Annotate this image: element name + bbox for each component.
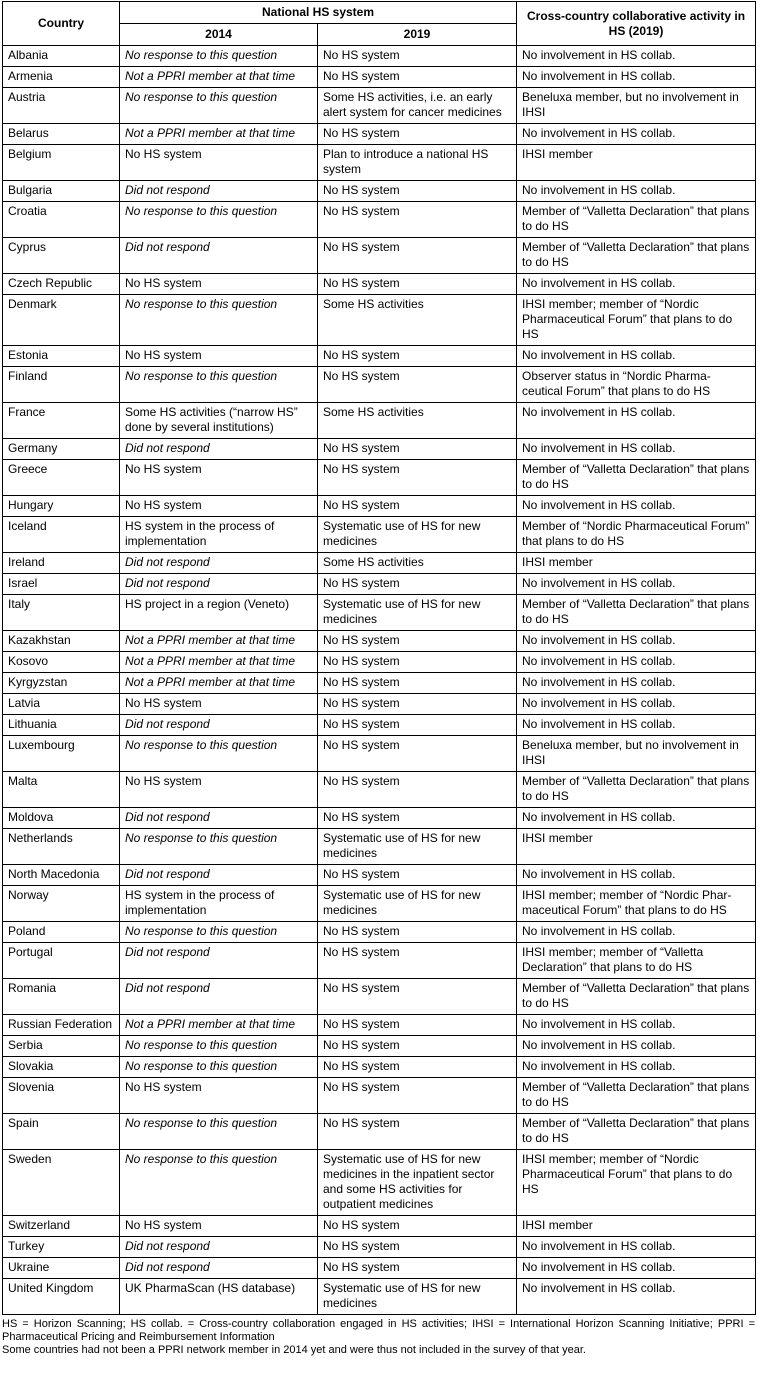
country-cell: Russian Federation (3, 1015, 120, 1036)
footnotes (2, 1315, 755, 1357)
collab-cell: Member of “Nordic Pharmaceutical Forum” that plans to do HS (517, 517, 756, 553)
country-cell: Ireland (3, 553, 120, 574)
hs-2014-cell: No response to this question (120, 1150, 318, 1216)
country-cell: Greece (3, 460, 120, 496)
country-cell: Belarus (3, 124, 120, 145)
table-row (3, 631, 756, 652)
hs-2019-cell: No HS system (318, 772, 517, 808)
collab-cell: No involvement in HS collab. (517, 346, 756, 367)
collab-cell: Member of “Valletta Declaration” that plans to do HS (517, 460, 756, 496)
hs-2014-cell: No HS system (120, 1078, 318, 1114)
country-cell: Lithuania (3, 715, 120, 736)
collab-cell: Member of “Valletta Declaration” that plans to do HS (517, 202, 756, 238)
hs-2014-cell: Did not respond (120, 865, 318, 886)
hs-2014-cell: No response to this question (120, 1036, 318, 1057)
collab-cell: No involvement in HS collab. (517, 46, 756, 67)
country-cell: Latvia (3, 694, 120, 715)
hs-2014-cell: No HS system (120, 772, 318, 808)
collab-cell: No involvement in HS collab. (517, 439, 756, 460)
country-cell: Israel (3, 574, 120, 595)
table-row (3, 145, 756, 181)
country-cell: Austria (3, 88, 120, 124)
hs-2019-cell: No HS system (318, 943, 517, 979)
collab-cell: No involvement in HS collab. (517, 1036, 756, 1057)
country-cell: Moldova (3, 808, 120, 829)
collab-cell: IHSI member; member of “Nordic Phar-maceutical Forum” that plans to do HS (517, 886, 756, 922)
collab-cell: No involvement in HS collab. (517, 652, 756, 673)
country-cell: Belgium (3, 145, 120, 181)
hs-2019-cell: Some HS activities (318, 295, 517, 346)
table-row (3, 295, 756, 346)
country-cell: Portugal (3, 943, 120, 979)
country-cell: Slovenia (3, 1078, 120, 1114)
country-cell: France (3, 403, 120, 439)
hs-survey-table (2, 1, 756, 1315)
hs-2014-cell: Some HS activities (“narrow HS” done by several institutions) (120, 403, 318, 439)
table-body (3, 46, 756, 1315)
table-row (3, 979, 756, 1015)
table-row (3, 88, 756, 124)
table-row (3, 202, 756, 238)
table-row (3, 772, 756, 808)
table-row (3, 274, 756, 295)
country-cell: Slovakia (3, 1057, 120, 1078)
hs-2019-cell: No HS system (318, 202, 517, 238)
collab-cell: No involvement in HS collab. (517, 922, 756, 943)
table-row (3, 943, 756, 979)
hs-2014-cell: Did not respond (120, 238, 318, 274)
table-row (3, 865, 756, 886)
table-row (3, 1237, 756, 1258)
hs-2019-cell: No HS system (318, 1015, 517, 1036)
hs-2019-cell: No HS system (318, 181, 517, 202)
country-cell: Kazakhstan (3, 631, 120, 652)
table-row (3, 367, 756, 403)
hs-2014-cell: No HS system (120, 274, 318, 295)
hs-2019-cell: No HS system (318, 1078, 517, 1114)
country-cell: Sweden (3, 1150, 120, 1216)
hs-2019-cell: Some HS activities (318, 553, 517, 574)
collab-cell: IHSI member (517, 829, 756, 865)
hs-2019-cell: Systematic use of HS for new medicines in the inpatient sector and some HS activities for outpatient medicines (318, 1150, 517, 1216)
collab-cell: Member of “Valletta Declaration” that plans to do HS (517, 1078, 756, 1114)
country-cell: Estonia (3, 346, 120, 367)
hs-2019-cell: No HS system (318, 46, 517, 67)
table-row (3, 346, 756, 367)
table-row (3, 652, 756, 673)
hs-2014-cell: Not a PPRI member at that time (120, 631, 318, 652)
hs-2019-cell: No HS system (318, 715, 517, 736)
hs-2019-cell: No HS system (318, 1114, 517, 1150)
hs-2014-cell: No response to this question (120, 1114, 318, 1150)
hs-2019-cell: No HS system (318, 736, 517, 772)
hs-2014-cell: No response to this question (120, 295, 318, 346)
country-cell: Armenia (3, 67, 120, 88)
table-row (3, 829, 756, 865)
hs-2019-cell: No HS system (318, 274, 517, 295)
collab-cell: No involvement in HS collab. (517, 274, 756, 295)
collab-cell: No involvement in HS collab. (517, 124, 756, 145)
hs-2019-cell: Systematic use of HS for new medicines (318, 829, 517, 865)
hs-2014-cell: No HS system (120, 694, 318, 715)
hs-2014-cell: Did not respond (120, 943, 318, 979)
hs-2019-cell: No HS system (318, 865, 517, 886)
country-cell: Albania (3, 46, 120, 67)
hs-2014-cell: Not a PPRI member at that time (120, 67, 318, 88)
hs-2014-cell: No response to this question (120, 202, 318, 238)
collab-cell: Member of “Valletta Declaration” that plans to do HS (517, 979, 756, 1015)
table-row (3, 67, 756, 88)
hs-2019-cell: No HS system (318, 1258, 517, 1279)
hs-2019-cell: Some HS activities, i.e. an early alert system for cancer medicines (318, 88, 517, 124)
hs-2014-cell: Did not respond (120, 808, 318, 829)
collab-cell: No involvement in HS collab. (517, 694, 756, 715)
hs-2019-cell: No HS system (318, 124, 517, 145)
table-row (3, 574, 756, 595)
collab-cell: Beneluxa member, but no involvement in IHSI (517, 736, 756, 772)
country-cell: Iceland (3, 517, 120, 553)
collab-cell: No involvement in HS collab. (517, 1279, 756, 1315)
collab-cell: No involvement in HS collab. (517, 1057, 756, 1078)
hs-2014-cell: Did not respond (120, 715, 318, 736)
hs-2019-cell: No HS system (318, 979, 517, 1015)
country-cell: Kyrgyzstan (3, 673, 120, 694)
table-row (3, 1216, 756, 1237)
hs-2019-cell: No HS system (318, 631, 517, 652)
collab-cell: No involvement in HS collab. (517, 496, 756, 517)
hs-2019-cell: No HS system (318, 694, 517, 715)
table-row (3, 715, 756, 736)
collab-cell: No involvement in HS collab. (517, 631, 756, 652)
table-row (3, 736, 756, 772)
collab-cell: No involvement in HS collab. (517, 865, 756, 886)
hs-2019-cell: No HS system (318, 346, 517, 367)
col-header-2014: 2014 (120, 24, 318, 46)
hs-2019-cell: Systematic use of HS for new medicines (318, 886, 517, 922)
table-row (3, 496, 756, 517)
country-cell: Spain (3, 1114, 120, 1150)
collab-cell: No involvement in HS collab. (517, 673, 756, 694)
country-cell: Italy (3, 595, 120, 631)
hs-2014-cell: Did not respond (120, 979, 318, 1015)
country-cell: United Kingdom (3, 1279, 120, 1315)
table-row (3, 1258, 756, 1279)
hs-2014-cell: No response to this question (120, 367, 318, 403)
hs-2014-cell: Not a PPRI member at that time (120, 673, 318, 694)
hs-2019-cell: No HS system (318, 439, 517, 460)
hs-2014-cell: Did not respond (120, 1237, 318, 1258)
country-cell: Denmark (3, 295, 120, 346)
hs-2014-cell: No HS system (120, 145, 318, 181)
collab-cell: No involvement in HS collab. (517, 181, 756, 202)
collab-cell: Member of “Valletta Declaration” that plans to do HS (517, 1114, 756, 1150)
table-row (3, 808, 756, 829)
col-header-country: Country (3, 2, 120, 46)
collab-cell: Member of “Valletta Declaration” that plans to do HS (517, 595, 756, 631)
country-cell: Malta (3, 772, 120, 808)
country-cell: Ukraine (3, 1258, 120, 1279)
table-row (3, 439, 756, 460)
collab-cell: IHSI member; member of “Nordic Pharmaceutical Forum” that plans to do HS (517, 1150, 756, 1216)
table-row (3, 403, 756, 439)
table-row (3, 46, 756, 67)
hs-2014-cell: No response to this question (120, 736, 318, 772)
country-cell: Netherlands (3, 829, 120, 865)
country-cell: Romania (3, 979, 120, 1015)
hs-2019-cell: No HS system (318, 367, 517, 403)
country-cell: Croatia (3, 202, 120, 238)
hs-2019-cell: No HS system (318, 922, 517, 943)
hs-2014-cell: No response to this question (120, 1057, 318, 1078)
table-row (3, 238, 756, 274)
hs-2014-cell: HS system in the process of implementation (120, 517, 318, 553)
table-row (3, 517, 756, 553)
table-row (3, 181, 756, 202)
footnote-abbreviations: HS = Horizon Scanning; HS collab. = Cross-country collaboration engaged in HS activities; IHSI = International Horizon Scanning Initiative; PPRI = Pharmaceutical Pricing and Reimbursement Information (2, 1318, 755, 1343)
hs-2014-cell: Not a PPRI member at that time (120, 652, 318, 673)
hs-2019-cell: No HS system (318, 673, 517, 694)
table-row (3, 673, 756, 694)
country-cell: Norway (3, 886, 120, 922)
table-row (3, 694, 756, 715)
hs-2019-cell: Systematic use of HS for new medicines (318, 1279, 517, 1315)
hs-2014-cell: Not a PPRI member at that time (120, 1015, 318, 1036)
hs-2019-cell: No HS system (318, 574, 517, 595)
country-cell: Finland (3, 367, 120, 403)
hs-2014-cell: No response to this question (120, 46, 318, 67)
table-row (3, 1057, 756, 1078)
col-header-2019: 2019 (318, 24, 517, 46)
hs-2019-cell: No HS system (318, 1036, 517, 1057)
collab-cell: IHSI member (517, 145, 756, 181)
table-row (3, 1078, 756, 1114)
col-header-national-hs-system: National HS system (120, 2, 517, 24)
header-row-1 (3, 2, 756, 24)
collab-cell: IHSI member (517, 553, 756, 574)
hs-2014-cell: HS project in a region (Veneto) (120, 595, 318, 631)
hs-2019-cell: Systematic use of HS for new medicines (318, 517, 517, 553)
col-header-cross-country-collab: Cross-country collaborative activity in HS (2019) (517, 2, 756, 46)
collab-cell: No involvement in HS collab. (517, 1015, 756, 1036)
hs-2014-cell: Did not respond (120, 553, 318, 574)
table-row (3, 1150, 756, 1216)
hs-2019-cell: Systematic use of HS for new medicines (318, 595, 517, 631)
hs-2019-cell: No HS system (318, 1057, 517, 1078)
hs-2014-cell: Did not respond (120, 439, 318, 460)
hs-2014-cell: Did not respond (120, 181, 318, 202)
hs-2019-cell: No HS system (318, 1216, 517, 1237)
hs-2014-cell: UK PharmaScan (HS database) (120, 1279, 318, 1315)
hs-2014-cell: HS system in the process of implementation (120, 886, 318, 922)
country-cell: Hungary (3, 496, 120, 517)
table-row (3, 124, 756, 145)
hs-2014-cell: No HS system (120, 346, 318, 367)
table-row (3, 1036, 756, 1057)
collab-cell: No involvement in HS collab. (517, 808, 756, 829)
table-row (3, 460, 756, 496)
collab-cell: No involvement in HS collab. (517, 574, 756, 595)
collab-cell: IHSI member; member of “Valletta Declaration” that plans to do HS (517, 943, 756, 979)
table-row (3, 1015, 756, 1036)
hs-2019-cell: No HS system (318, 67, 517, 88)
hs-2019-cell: No HS system (318, 652, 517, 673)
hs-2019-cell: No HS system (318, 460, 517, 496)
hs-2019-cell: Some HS activities (318, 403, 517, 439)
collab-cell: IHSI member (517, 1216, 756, 1237)
country-cell: Serbia (3, 1036, 120, 1057)
country-cell: Luxembourg (3, 736, 120, 772)
hs-2014-cell: No response to this question (120, 88, 318, 124)
hs-2014-cell: No HS system (120, 460, 318, 496)
collab-cell: Member of “Valletta Declaration” that plans to do HS (517, 238, 756, 274)
collab-cell: No involvement in HS collab. (517, 1258, 756, 1279)
hs-2019-cell: Plan to introduce a national HS system (318, 145, 517, 181)
country-cell: North Macedonia (3, 865, 120, 886)
hs-2014-cell: No response to this question (120, 922, 318, 943)
collab-cell: Observer status in “Nordic Pharma-ceutical Forum” that plans to do HS (517, 367, 756, 403)
table-row (3, 886, 756, 922)
country-cell: Cyprus (3, 238, 120, 274)
collab-cell: IHSI member; member of “Nordic Pharmaceutical Forum” that plans to do HS (517, 295, 756, 346)
footnote-survey-note: Some countries had not been a PPRI network member in 2014 yet and were thus not included in the survey of that year. (2, 1344, 586, 1356)
table-header (3, 2, 756, 46)
table-row (3, 1114, 756, 1150)
collab-cell: Member of “Valletta Declaration” that plans to do HS (517, 772, 756, 808)
collab-cell: Beneluxa member, but no involvement in IHSI (517, 88, 756, 124)
country-cell: Kosovo (3, 652, 120, 673)
country-cell: Czech Republic (3, 274, 120, 295)
hs-2019-cell: No HS system (318, 1237, 517, 1258)
collab-cell: No involvement in HS collab. (517, 403, 756, 439)
hs-2014-cell: Not a PPRI member at that time (120, 124, 318, 145)
hs-2014-cell: Did not respond (120, 1258, 318, 1279)
hs-2014-cell: No HS system (120, 496, 318, 517)
country-cell: Germany (3, 439, 120, 460)
collab-cell: No involvement in HS collab. (517, 67, 756, 88)
collab-cell: No involvement in HS collab. (517, 715, 756, 736)
hs-2014-cell: No response to this question (120, 829, 318, 865)
country-cell: Poland (3, 922, 120, 943)
hs-2014-cell: Did not respond (120, 574, 318, 595)
table-row (3, 553, 756, 574)
hs-2019-cell: No HS system (318, 496, 517, 517)
country-cell: Switzerland (3, 1216, 120, 1237)
table-row (3, 595, 756, 631)
table-row (3, 1279, 756, 1315)
country-cell: Turkey (3, 1237, 120, 1258)
hs-2019-cell: No HS system (318, 238, 517, 274)
collab-cell: No involvement in HS collab. (517, 1237, 756, 1258)
country-cell: Bulgaria (3, 181, 120, 202)
table-row (3, 922, 756, 943)
hs-2014-cell: No HS system (120, 1216, 318, 1237)
hs-2019-cell: No HS system (318, 808, 517, 829)
